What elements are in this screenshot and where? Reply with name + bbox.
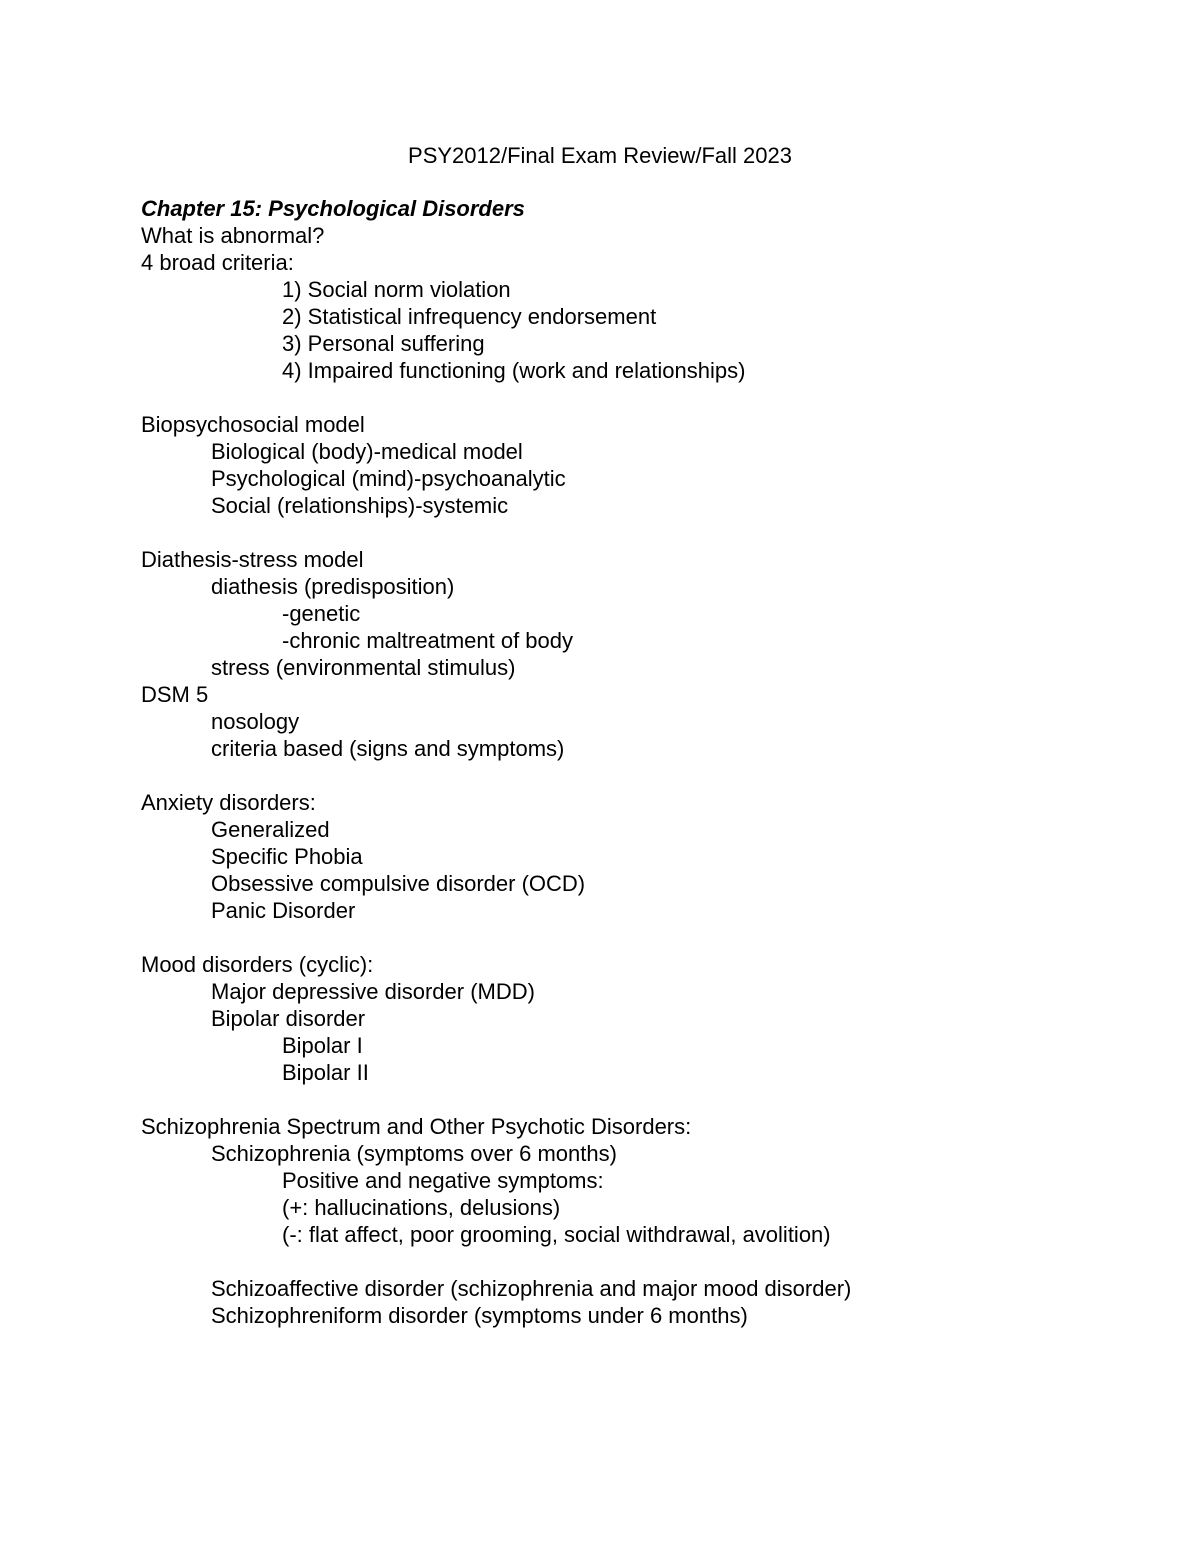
dsm-item: criteria based (signs and symptoms) <box>211 736 565 761</box>
mood-item: Bipolar disorder <box>211 1006 366 1031</box>
schizo-item: Schizoaffective disorder (schizophrenia and major mood disorder) <box>211 1276 852 1301</box>
anxiety-label: Anxiety disorders: <box>141 790 316 815</box>
criteria-item: 1) Social norm violation <box>282 277 511 302</box>
criteria-item: 2) Statistical infrequency endorsement <box>282 304 657 329</box>
diathesis-subitem: -chronic maltreatment of body <box>282 628 574 653</box>
spacer <box>141 1086 1141 1113</box>
criteria-label: 4 broad criteria: <box>141 250 294 275</box>
spacer <box>141 519 1141 546</box>
criteria-item: 3) Personal suffering <box>282 331 485 356</box>
biopsychosocial-item: Biological (body)-medical model <box>211 439 523 464</box>
biopsychosocial-label: Biopsychosocial model <box>141 412 365 437</box>
positive-symptoms: (+: hallucinations, delusions) <box>282 1195 561 1220</box>
spacer <box>141 384 1141 411</box>
chapter-heading: Chapter 15: Psychological Disorders <box>141 196 525 221</box>
diathesis-subitem: -genetic <box>282 601 361 626</box>
document-body <box>141 195 1141 1329</box>
spacer <box>141 1248 1141 1275</box>
biopsychosocial-item: Social (relationships)-systemic <box>211 493 509 518</box>
biopsychosocial-item: Psychological (mind)-psychoanalytic <box>211 466 566 491</box>
negative-symptoms: (-: flat affect, poor grooming, social withdrawal, avolition) <box>282 1222 831 1247</box>
abnormal-question: What is abnormal? <box>141 223 325 248</box>
schizo-label: Schizophrenia Spectrum and Other Psychotic Disorders: <box>141 1114 692 1139</box>
mood-item: Major depressive disorder (MDD) <box>211 979 535 1004</box>
anxiety-item: Obsessive compulsive disorder (OCD) <box>211 871 586 896</box>
anxiety-item: Panic Disorder <box>211 898 356 923</box>
stress-item: stress (environmental stimulus) <box>211 655 516 680</box>
anxiety-item: Specific Phobia <box>211 844 363 869</box>
diathesis-label: Diathesis-stress model <box>141 547 364 572</box>
symptoms-label: Positive and negative symptoms: <box>282 1168 604 1193</box>
dsm-label: DSM 5 <box>141 682 209 707</box>
spacer <box>141 924 1141 951</box>
bipolar-type: Bipolar II <box>282 1060 369 1085</box>
criteria-item: 4) Impaired functioning (work and relationships) <box>282 358 746 383</box>
bipolar-type: Bipolar I <box>282 1033 363 1058</box>
schizo-item: Schizophrenia (symptoms over 6 months) <box>211 1141 617 1166</box>
document-title: PSY2012/Final Exam Review/Fall 2023 <box>408 143 792 168</box>
anxiety-item: Generalized <box>211 817 330 842</box>
dsm-item: nosology <box>211 709 300 734</box>
diathesis-item: diathesis (predisposition) <box>211 574 455 599</box>
spacer <box>141 762 1141 789</box>
mood-label: Mood disorders (cyclic): <box>141 952 374 977</box>
schizo-item: Schizophreniform disorder (symptoms under 6 months) <box>211 1303 748 1328</box>
